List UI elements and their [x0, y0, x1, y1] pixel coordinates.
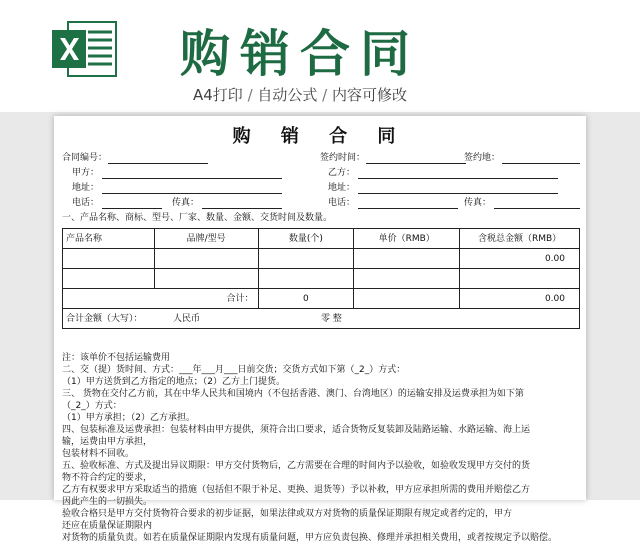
- col-brand-model: 品牌/型号: [154, 229, 258, 249]
- phone-b-line: [358, 208, 458, 209]
- clause-line: 还应在质量保证期限内: [62, 521, 153, 531]
- amount-in-words: 零 整: [321, 314, 342, 324]
- row-contract-no: [62, 152, 580, 165]
- clause-line: 乙方有权要求甲方采取适当的措施（包括但不限于补足、更换、退货等）予以补救，甲方应承担所需的费用并赔偿乙方: [62, 485, 531, 495]
- feature-auto-formula: 自动公式: [257, 86, 318, 104]
- section-1-text: 一、产品名称、商标、型号、厂家、数量、金额、交货时间及数量。: [62, 213, 333, 223]
- amount-words-row: [63, 309, 580, 329]
- party-a-label: 甲方：: [72, 168, 100, 178]
- fax-b-label: 传真：: [464, 198, 492, 208]
- table-row: [63, 249, 580, 269]
- address-b-label: 地址：: [328, 183, 356, 193]
- party-b-line: [358, 178, 558, 179]
- document-title: 购 销 合 同: [232, 126, 408, 147]
- subtotal-label: 合计：: [63, 289, 259, 309]
- phone-a-line: [102, 208, 162, 209]
- clause-line: 三、 货物在交付乙方前，其在中华人民共和国境内（不包括香港、澳门、台湾地区）的运输安排及运费承担为如下第: [62, 389, 524, 399]
- amount-words-label: 合计金额（大写）：: [66, 313, 143, 324]
- document-page: [54, 116, 586, 543]
- sign-time-label: 签约时间：: [320, 153, 366, 163]
- address-b-line: [358, 193, 558, 194]
- main-title: 购销合同: [180, 25, 420, 83]
- feature-a4-print: A4打印: [192, 86, 243, 104]
- clause-line: 五、验收标准、方式及提出异议期限：甲方交付货物后，乙方需要在合理的时间内予以验收，如验收发现甲方交付的货: [62, 461, 531, 471]
- fax-b-line: [494, 208, 580, 209]
- clause-line: 注：该单价不包括运输费用: [62, 353, 171, 363]
- row-address: [62, 182, 580, 195]
- clause-line: （_2_）方式：: [62, 401, 122, 411]
- clause-line: （1）甲方承担；（2）乙方承担。: [62, 413, 195, 423]
- clause-line: 二、交（提）货时间、方式：___年___月___日前交货；交货方式如下第（_2_）方式：: [62, 365, 406, 375]
- product-table: [62, 228, 580, 329]
- contract-no-line: [108, 163, 208, 164]
- address-a-label: 地址：: [72, 183, 100, 193]
- row-contact: [62, 197, 580, 210]
- subtotal-row: [63, 289, 580, 309]
- section-1: [62, 212, 580, 225]
- clause-line: 验收合格只是甲方交付货物符合要求的初步证据，如果法律或双方对货物的质量保证期限有规定或者约定的，甲方: [62, 509, 513, 519]
- fax-a-line: [202, 208, 282, 209]
- sign-time-line: [366, 163, 466, 164]
- clause-line: （1）甲方送货到乙方指定的地点；（2）乙方上门提货。: [62, 377, 285, 387]
- clause-line: 对货物的质量负责。如若在质量保证期限内发现有质量问题，甲方应负责包换、修理并承担相关费用，或者按规定予以赔偿。: [62, 533, 558, 543]
- clause-line: 四、包装标准及运费承担：包装材料由甲方提供，须符合出口要求，适合货物反复装卸及陆路运输、水路运输、海上运: [62, 425, 531, 435]
- table-row: [63, 269, 580, 289]
- col-product-name: 产品名称: [63, 229, 155, 249]
- party-b-label: 乙方：: [328, 168, 356, 178]
- col-quantity: 数量(个): [258, 229, 354, 249]
- address-a-line: [102, 193, 282, 194]
- row-total-cell[interactable]: 0.00: [460, 249, 580, 269]
- sign-place-line: [502, 163, 580, 164]
- phone-a-label: 电话：: [72, 198, 100, 208]
- subtotal-amount: 0.00: [460, 289, 580, 309]
- currency-label: 人民币: [173, 314, 201, 324]
- clause-line: 因此产生的一切损失。: [62, 497, 153, 507]
- party-a-line: [102, 178, 282, 179]
- col-total-amount: 含税总金额（RMB）: [460, 229, 580, 249]
- contract-no-label: 合同编号：: [62, 153, 108, 163]
- phone-b-label: 电话：: [328, 198, 356, 208]
- clause-line: 包装材料不回收。: [62, 449, 135, 459]
- subtotal-quantity: 0: [258, 289, 354, 309]
- promo-header: [0, 0, 640, 112]
- clause-line: 物不符合约定的要求，: [62, 473, 153, 483]
- col-unit-price: 单价（RMB）: [354, 229, 460, 249]
- clause-line: 输，运费由甲方承担，: [62, 437, 153, 447]
- feature-editable: 内容可修改: [332, 86, 408, 104]
- table-header-row: [63, 229, 580, 249]
- sign-place-label: 签约地：: [464, 153, 501, 163]
- fax-a-label: 传真：: [172, 198, 200, 208]
- excel-icon: [52, 20, 118, 78]
- row-parties: [62, 167, 580, 180]
- feature-subtitle: A4打印 / 自动公式 / 内容可修改: [192, 86, 408, 104]
